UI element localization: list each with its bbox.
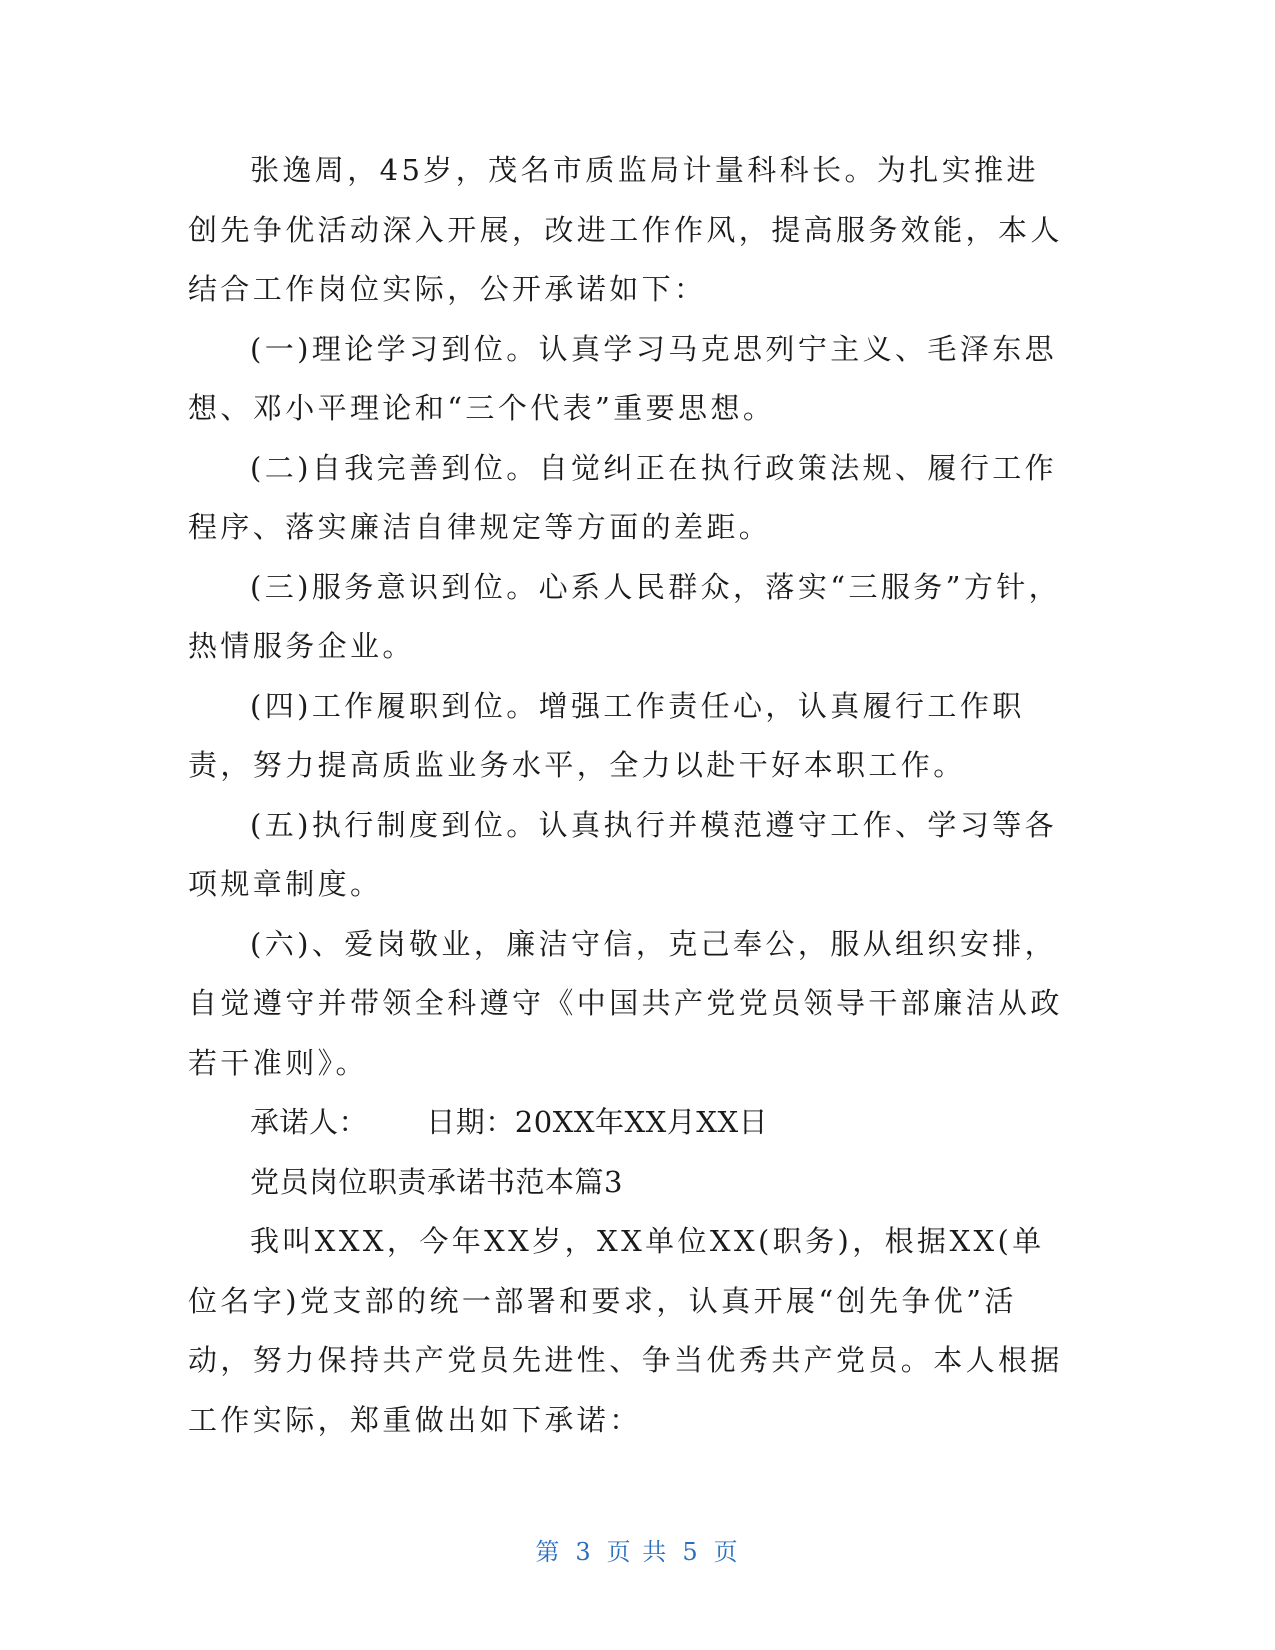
commitment-item-1: (一)理论学习到位。认真学习马克思列宁主义、毛泽东思想、邓小平理论和“三个代表”重要思想。 — [188, 331, 1058, 425]
commitment-item-6: (六)、爱岗敬业，廉洁守信，克己奉公，服从组织安排，自觉遵守并带领全科遵守《中国共产党党员领导干部廉洁从政若干准则》。 — [188, 926, 1063, 1080]
section-heading: 党员岗位职责承诺书范本篇3 — [250, 1164, 623, 1199]
page-footer — [0, 1532, 1275, 1567]
commitment-item-2: (二)自我完善到位。自觉纠正在执行政策法规、履行工作程序、落实廉洁自律规定等方面的差距。 — [188, 450, 1058, 544]
footer-suffix: 页 — [713, 1538, 740, 1566]
commitment-item-5: (五)执行制度到位。认真执行并模范遵守工作、学习等各项规章制度。 — [188, 807, 1058, 901]
footer-prefix: 第 — [535, 1538, 562, 1566]
footer-middle: 页 共 — [606, 1538, 669, 1566]
signature-line: 承诺人： 日期：20XX年XX月XX日 — [250, 1105, 769, 1139]
commitment-item-4: (四)工作履职到位。增强工作责任心，认真履行工作职责，努力提高质监业务水平，全力以赴干好本职工作。 — [188, 688, 1025, 782]
footer-total-pages: 5 — [682, 1538, 700, 1566]
footer-page-number: 3 — [575, 1538, 593, 1566]
document-body — [188, 141, 1068, 1450]
commitment-item-3: (三)服务意识到位。心系人民群众，落实“三服务”方针，热情服务企业。 — [188, 569, 1062, 663]
section-3-intro-paragraph: 我叫XXX，今年XX岁，XX单位XX(职务)，根据XX(单位名字)党支部的统一部署和要求，认真开展“创先争优”活动，努力保持共产党员先进性、争当优秀共产党员。本人根据工作实际，郑重做出如下承诺： — [188, 1224, 1063, 1437]
intro-paragraph: 张逸周，45岁，茂名市质监局计量科科长。为扎实推进创先争优活动深入开展，改进工作作风，提高服务效能，本人结合工作岗位实际，公开承诺如下： — [188, 153, 1063, 306]
